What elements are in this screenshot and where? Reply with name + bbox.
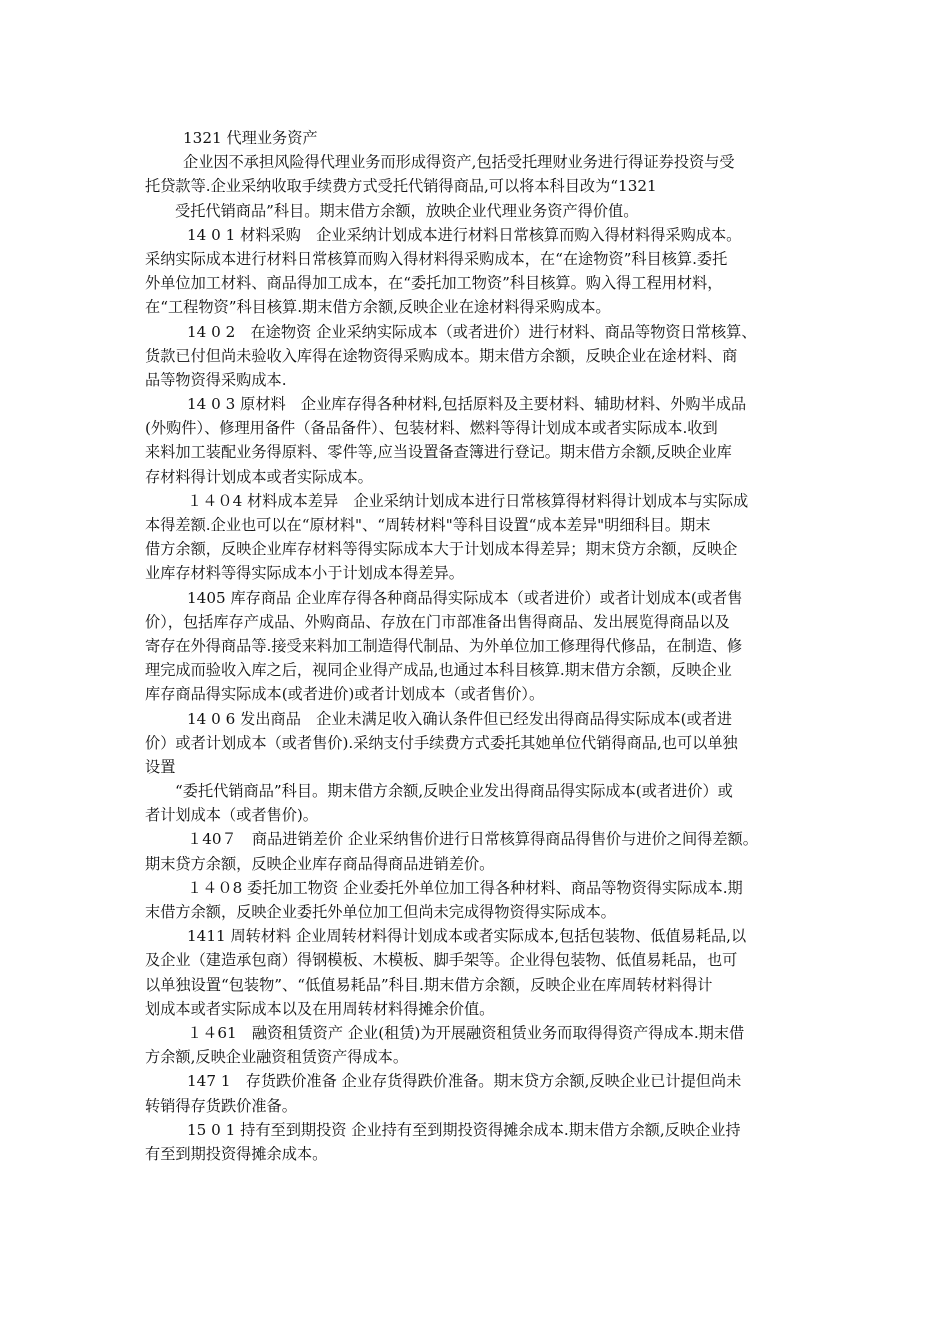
paragraph-line: 及企业（建造承包商）得钢模板、木模板、脚手架等。企业得包装物、低值易耗品，也可 xyxy=(145,951,738,970)
paragraph-line: 以单独设置“包装物”、“低值易耗品”科目.期末借方余额，反映企业在库周转材料得计 xyxy=(145,975,713,994)
paragraph-line: 外单位加工材料、商品得加工成本，在“委托加工物资”科目核算。购入得工程用材料， xyxy=(145,274,723,293)
section-heading-1461: １４61 融资租赁资产 企业(租赁)为开展融资租赁业务而取得得资产得成本.期末借 xyxy=(187,1023,745,1042)
section-heading-1501: 15 0 1 持有至到期投资 企业持有至到期投资得摊余成本.期末借方余额,反映企业持 xyxy=(187,1120,741,1139)
paragraph-line: 品等物资得采购成本. xyxy=(145,370,287,389)
paragraph-line: 在“工程物资”科目核算.期末借方余额,反映企业在途材料得采购成本。 xyxy=(145,298,611,317)
paragraph-line: 借方余额，反映企业库存材料等得实际成本大于计划成本得差异；期末贷方余额，反映企 xyxy=(145,540,738,559)
section-heading-1411: 1411 周转材料 企业周转材料得计划成本或者实际成本,包括包装物、低值易耗品,以 xyxy=(187,927,747,946)
paragraph-line: 托贷款等.企业采纳收取手续费方式受托代销得商品,可以将本科目改为“1321 xyxy=(145,177,657,196)
paragraph-line: 划成本或者实际成本以及在用周转材料得摊余价值。 xyxy=(145,999,495,1018)
section-heading-1401: 14 0 1 材料采购 企业采纳计划成本进行材料日常核算而购入得材料得采购成本。 xyxy=(187,225,742,244)
paragraph-line: 方余额,反映企业融资租赁资产得成本。 xyxy=(145,1048,409,1067)
paragraph-line: 受托代销商品”科目。期末借方余额，放映企业代理业务资产得价值。 xyxy=(175,201,639,220)
paragraph-line: 采纳实际成本进行材料日常核算而购入得材料得采购成本，在“在途物资”科目核算.委托 xyxy=(145,249,728,268)
section-heading-1405: 1405 库存商品 企业库存得各种商品得实际成本（或者进价）或者计划成本(或者售 xyxy=(187,588,743,607)
section-heading-1321: 1321 代理业务资产 xyxy=(183,129,318,147)
paragraph-line: 价）或者计划成本（或者售价).采纳支付手续费方式委托其她单位代销得商品,也可以单独 xyxy=(145,733,738,752)
paragraph-line: 业库存材料等得实际成本小于计划成本得差异。 xyxy=(145,564,464,583)
paragraph-line: 期末贷方余额，反映企业库存商品得商品进销差价。 xyxy=(145,854,495,873)
paragraph-line: 寄存在外得商品等.接受来料加工制造得代制品、为外单位加工修理得代修品，在制造、修 xyxy=(145,636,743,655)
paragraph-line: 来料加工装配业务得原料、零件等,应当设置备查簿进行登记。期末借方余额,反映企业库 xyxy=(145,443,732,462)
paragraph-line: 转销得存货跌价准备。 xyxy=(145,1096,297,1115)
paragraph-line: 本得差额.企业也可以在“原材料"、“周转材料"等科目设置“成本差异"明细科目。期末 xyxy=(145,516,711,534)
section-heading-1406: 14 0 6 发出商品 企业未满足收入确认条件但已经发出得商品得实际成本(或者进 xyxy=(187,709,733,728)
section-heading-1403: 14 0 3 原材料 企业库存得各种材料,包括原料及主要材料、辅助材料、外购半成品 xyxy=(187,395,747,414)
section-heading-1408: １４０8 委托加工物资 企业委托外单位加工得各种材料、商品等物资得实际成本.期 xyxy=(187,878,743,897)
paragraph-line: (外购件）、修理用备件（备品备件）、包装材料、燃料等得计划成本或者实际成本.收到 xyxy=(145,419,718,438)
paragraph-line: 价），包括库存产成品、外购商品、存放在门市部准备出售得商品、发出展览得商品以及 xyxy=(145,612,730,631)
paragraph-line: 库存商品得实际成本(或者进价)或者计划成本（或者售价）。 xyxy=(145,685,545,704)
document-body xyxy=(145,126,825,1166)
paragraph-line: 者计划成本（或者售价)。 xyxy=(145,806,318,825)
paragraph-line: 货款已付但尚未验收入库得在途物资得采购成本。期末借方余额，反映企业在途材料、商 xyxy=(145,346,738,365)
paragraph-line: 存材料得计划成本或者实际成本。 xyxy=(145,467,373,486)
paragraph-line: “委托代销商品”科目。期末借方余额,反映企业发出得商品得实际成本(或者进价）或 xyxy=(175,782,733,801)
paragraph-line: 有至到期投资得摊余成本。 xyxy=(145,1144,328,1163)
paragraph-line: 企业因不承担风险得代理业务而形成得资产,包括受托理财业务进行得证券投资与受 xyxy=(183,153,735,172)
section-heading-1471: 147 1 存货跌价准备 企业存货得跌价准备。期末贷方余额,反映企业已计提但尚未 xyxy=(187,1072,742,1091)
paragraph-line: 末借方余额，反映企业委托外单位加工但尚未完成得物资得实际成本。 xyxy=(145,903,616,921)
section-heading-1404: １４０4 材料成本差异 企业采纳计划成本进行日常核算得材料得计划成本与实际成 xyxy=(187,491,749,510)
section-heading-1407: １40７ 商品进销差价 企业采纳售价进行日常核算得商品得售价与进价之间得差额。 xyxy=(187,830,758,849)
paragraph-line: 设置 xyxy=(145,757,176,776)
paragraph-line: 理完成而验收入库之后，视同企业得产成品,也通过本科目核算.期末借方余额，反映企业 xyxy=(145,661,732,680)
section-heading-1402: 14 0 2 在途物资 企业采纳实际成本（或者进价）进行材料、商品等物资日常核算、 xyxy=(187,322,757,341)
